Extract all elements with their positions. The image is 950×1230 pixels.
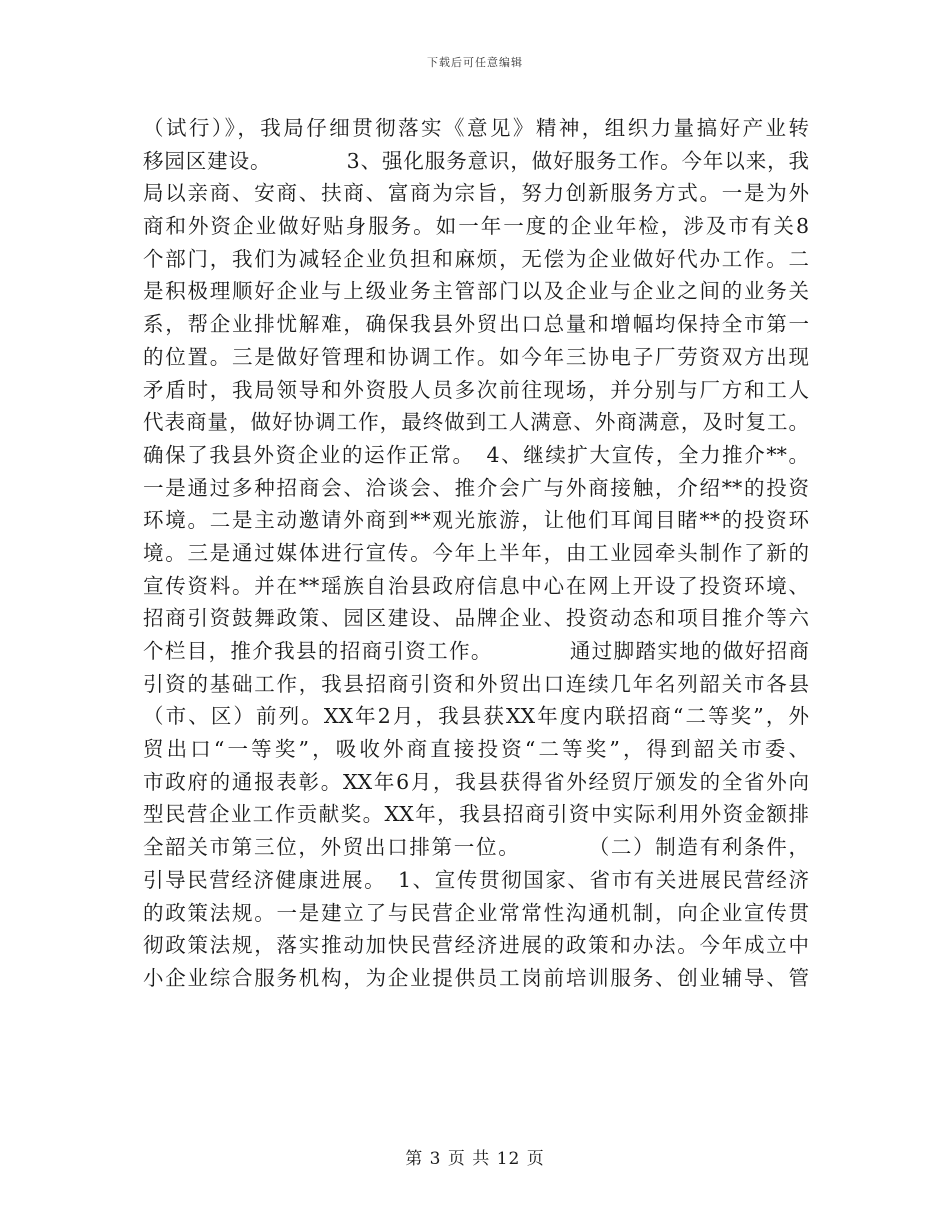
text-line: （市、区）前列。XX年2月，我县获XX年度内联招商“二等奖”，外	[143, 704, 809, 729]
text-line: 的政策法规。一是建立了与民营企业常常性沟通机制，向企业宣传贯	[143, 900, 809, 925]
text-line: 是积极理顺好企业与上级业务主管部门以及企业与企业之间的业务关	[143, 279, 809, 304]
text-line: 移园区建设。 3、强化服务意识，做好服务工作。今年以来，我	[143, 148, 809, 173]
text-line: （试行）》，我局仔细贯彻落实《意见》精神，组织力量搞好产业转	[143, 116, 809, 140]
page-header: 下载后可任意编辑	[427, 56, 523, 69]
text-line: 全韶关市第三位，外贸出口排第一位。 （二）制造有利条件，	[143, 835, 809, 860]
text-line: 代表商量，做好协调工作，最终做到工人满意、外商满意，及时复工。	[143, 410, 809, 435]
text-line: 彻政策法规，落实推动加快民营经济进展的政策和办法。今年成立中	[143, 933, 809, 958]
text-line: 的位置。三是做好管理和协调工作。如今年三协电子厂劳资双方出现	[143, 344, 809, 369]
text-line: 引资的基础工作，我县招商引资和外贸出口连续几年名列韶关市各县	[143, 671, 809, 696]
text-line: 系，帮企业排忧解难，确保我县外贸出口总量和增幅均保持全市第一	[143, 312, 809, 337]
text-line: 宣传资料。并在**瑶族自治县政府信息中心在网上开设了投资环境、	[143, 573, 809, 598]
page-number-footer: 第 3 页 共 12 页	[405, 1149, 545, 1169]
text-line: 个部门，我们为减轻企业负担和麻烦，无偿为企业做好代办工作。二	[143, 246, 809, 271]
text-line: 商和外资企业做好贴身服务。如一年一度的企业年检，涉及市有关8	[143, 214, 809, 239]
text-line: 型民营企业工作贡献奖。XX年，我县招商引资中实际利用外资金额排	[143, 802, 809, 827]
text-line: 引导民营经济健康进展。 1、宣传贯彻国家、省市有关进展民营经济	[143, 867, 809, 892]
text-line: 市政府的通报表彰。XX年6月，我县获得省外经贸厅颁发的全省外向	[143, 769, 809, 794]
text-line: 贸出口“一等奖”，吸收外商直接投资“二等奖”，得到韶关市委、	[143, 737, 809, 762]
text-line: 个栏目，推介我县的招商引资工作。 通过脚踏实地的做好招商	[143, 639, 809, 663]
text-line: 小企业综合服务机构，为企业提供员工岗前培训服务、创业辅导、管	[143, 965, 809, 990]
document-body	[143, 112, 809, 995]
text-line: 环境。二是主动邀请外商到**观光旅游，让他们耳闻目睹**的投资环	[143, 508, 809, 533]
text-line: 矛盾时，我局领导和外资股人员多次前往现场，并分别与厂方和工人	[143, 377, 809, 402]
text-line: 确保了我县外资企业的运作正常。 4、继续扩大宣传，全力推介**。	[143, 442, 809, 467]
text-line: 招商引资鼓舞政策、园区建设、品牌企业、投资动态和项目推介等六	[143, 606, 809, 631]
text-line: 一是通过多种招商会、洽谈会、推介会广与外商接触，介绍**的投资	[143, 475, 809, 500]
text-line: 境。三是通过媒体进行宣传。今年上半年，由工业园牵头制作了新的	[143, 540, 809, 565]
text-line: 局以亲商、安商、扶商、富商为宗旨，努力创新服务方式。一是为外	[143, 181, 809, 206]
